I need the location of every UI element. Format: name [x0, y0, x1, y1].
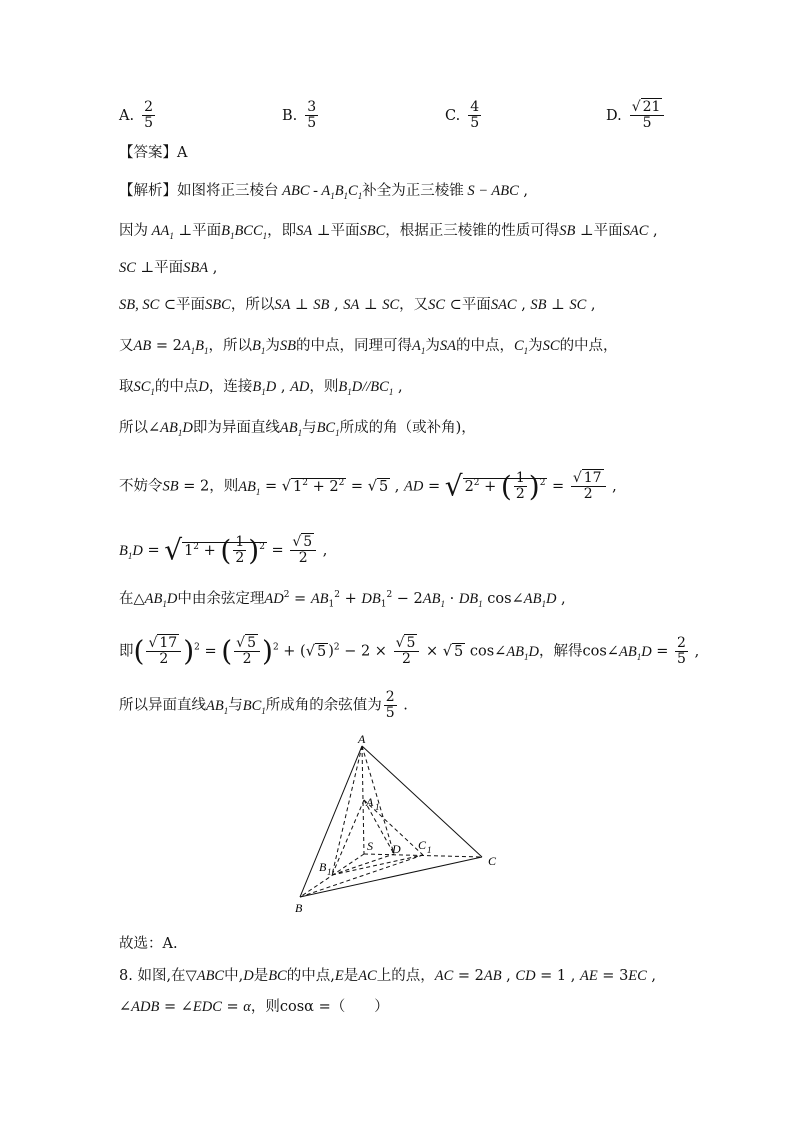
question-8-line-1: 8. 如图,在▽ABC中,D是BC的中点,E是AC上的点，AC = 2AB , CD = 1 , AE = 3EC ,	[119, 968, 657, 984]
text-span: 是	[343, 968, 359, 984]
option-denominator: 5	[307, 115, 317, 131]
text-span: 所以	[119, 420, 148, 436]
edge-B1D	[332, 854, 394, 875]
text-span: ，又	[399, 297, 429, 313]
option-denominator: 5	[642, 115, 652, 131]
edge-BC	[300, 857, 482, 897]
edge-B1C1	[332, 855, 423, 875]
analysis-line-12: 所以异面直线$AB_1$与$BC_1$所成角的余弦值为 $\frac{2}{5}$ .	[119, 689, 408, 721]
question-8-line-2: ∠ADB = ∠EDC = α，则cosα =（ ）	[119, 999, 389, 1015]
text-span: 平面	[593, 223, 623, 239]
label-A1-sub: 1	[375, 802, 380, 812]
analysis-line-6: 取$SC_1$的中点D，连接$B_1D$ , AD，则$B_1D//BC_1$ ,	[119, 379, 403, 397]
text-span: 即	[119, 643, 134, 660]
option-d: D. $\frac{√ 21}{5}$	[606, 100, 666, 131]
text-span: ，则	[209, 478, 239, 495]
text-span: 不妨令	[119, 478, 163, 495]
text-span: 中,	[224, 968, 244, 984]
text-span: 的中点，同理可得	[296, 338, 412, 354]
label-C1-sub: 1	[427, 845, 432, 855]
text-span: 是	[253, 968, 269, 984]
text-span: 所成角的余弦值为	[265, 697, 382, 714]
text-span: ，根据正三棱锥的性质可得	[385, 223, 560, 239]
text-span: 与	[228, 697, 243, 714]
answer-line: 【答案】A	[119, 145, 188, 161]
option-numerator: 21	[642, 99, 661, 115]
text-span: 即为异面直线	[192, 420, 280, 436]
analysis-line-3: SC ⊥平面SBA ,	[119, 260, 218, 276]
option-denominator: 5	[144, 115, 154, 131]
analysis-tag: 【解析】	[119, 183, 177, 199]
text-span: ，则	[309, 379, 339, 395]
option-a	[119, 100, 157, 131]
text-span: 取	[119, 379, 134, 395]
option-label: D.	[606, 107, 622, 124]
text-span: ，则cosα =（ ）	[250, 999, 389, 1015]
text-span: ，连接	[208, 379, 253, 395]
text-span: 平面	[330, 223, 360, 239]
text-span: ，所以	[208, 338, 253, 354]
text-span: 平面	[176, 297, 206, 313]
text-span: 与	[302, 420, 317, 436]
label-B1: B	[319, 860, 327, 874]
option-label: A.	[119, 107, 135, 124]
text-span: 中由余弦定理	[177, 590, 265, 607]
text-span: 8. 如图,在	[119, 968, 186, 984]
analysis-line-5: 又AB = $2A_1B_1$，所以$B_1$为SB的中点，同理可得$A_1$为SA的中点，$C_1$为SC的中点，	[119, 338, 618, 356]
text-span: 所成的角（或补角)，	[339, 420, 476, 436]
text-span: 所以异面直线	[119, 697, 206, 714]
label-B1-sub: 1	[327, 867, 332, 877]
edge-A1B1	[332, 800, 364, 875]
option-label: B.	[282, 107, 298, 124]
option-numerator: 4	[470, 99, 480, 115]
text-span: 如图将正三棱台	[177, 183, 279, 199]
text-span: 的中点，	[455, 338, 514, 354]
text-span: 在	[119, 590, 134, 607]
pyramid-figure	[290, 732, 505, 917]
end-line: 故选：A.	[119, 936, 178, 952]
text-span: ，即	[267, 223, 297, 239]
text-span: 因为	[119, 223, 148, 239]
option-b	[282, 100, 320, 131]
analysis-line-11: 即( $\frac{√ 17}{2}$ )$^2$ = ( $\frac{√ 5}{2}$ )$^2$ + (√ 5 )$^2$ − 2 × $\frac{√ 5}{2}$ × √ 5 $\cos\angle AB_1D$，解得$\cos\angle AB_1D$ = $\frac{2}{5}$ ,	[119, 634, 700, 668]
label-A1: A	[366, 795, 374, 809]
text-span: 平面	[154, 260, 184, 276]
label-D: D	[392, 842, 401, 856]
analysis-line-8: 不妨令SB = 2，则$AB_1$ = √ $1^2 + 2^2$ = √ 5 , AD = √ $2^2$ + ( $\frac{1}{2}$ )$^2$ = $\frac{√ 17}{2}$ ,	[119, 469, 617, 503]
option-label: C.	[445, 107, 461, 124]
text-span: 的中点	[154, 379, 199, 395]
analysis-line-10: 在$\triangle AB_1D$中由余弦定理$AD^2 = AB_1^2 + DB_1^2 - 2AB_1 \cdot DB_1$ $\cos\angle AB_1D$ ,	[119, 590, 566, 610]
label-C: C	[488, 854, 497, 868]
text-span: 平面	[461, 297, 491, 313]
text-span: 上的点，	[376, 968, 435, 984]
label-C1: C	[418, 838, 427, 852]
analysis-line-9: $B_1D$ = √ $1^2$ + ( $\frac{1}{2}$ )$^2$ = $\frac{√ 5}{2}$ ,	[119, 533, 328, 567]
text-span: 的中点，	[559, 338, 618, 354]
option-c	[445, 100, 483, 131]
edge-SB	[300, 854, 364, 897]
analysis-line-2: 因为 $AA_1$ ⊥平面$B_1BCC_1$，即SA ⊥平面SBC，根据正三棱锥的性质可得SB ⊥平面SAC ,	[119, 223, 658, 241]
analysis-line-4: SB, SC ⊂平面SBC，所以SA ⊥ SB , SA ⊥ SC，又SC ⊂平面SAC , SB ⊥ SC ,	[119, 297, 596, 313]
option-numerator: 2	[144, 99, 154, 115]
label-B: B	[295, 901, 303, 915]
edge-AB1	[332, 746, 362, 875]
analysis-line-1: 【解析】如图将正三棱台 ABC - $A_1B_1C_1$补全为正三棱锥 S − ABC ,	[119, 183, 528, 201]
option-numerator: 3	[307, 99, 317, 115]
text-span: 为	[265, 338, 280, 354]
text-span: ，所以	[230, 297, 275, 313]
text-span: 补全为正三棱锥	[362, 183, 464, 199]
text-span: 又	[119, 338, 134, 354]
analysis-line-7: 所以$\angle AB_1D$即为异面直线$AB_1$与$BC_1$所成的角（或补角)，	[119, 420, 476, 438]
text-span: 为	[528, 338, 543, 354]
text-span: ，解得	[539, 643, 583, 660]
label-A: A	[358, 732, 366, 746]
text-span: 平面	[192, 223, 222, 239]
text-span: 的中点,	[286, 968, 335, 984]
text-span: 为	[425, 338, 440, 354]
option-denominator: 5	[470, 115, 480, 131]
label-S: S	[367, 839, 373, 853]
